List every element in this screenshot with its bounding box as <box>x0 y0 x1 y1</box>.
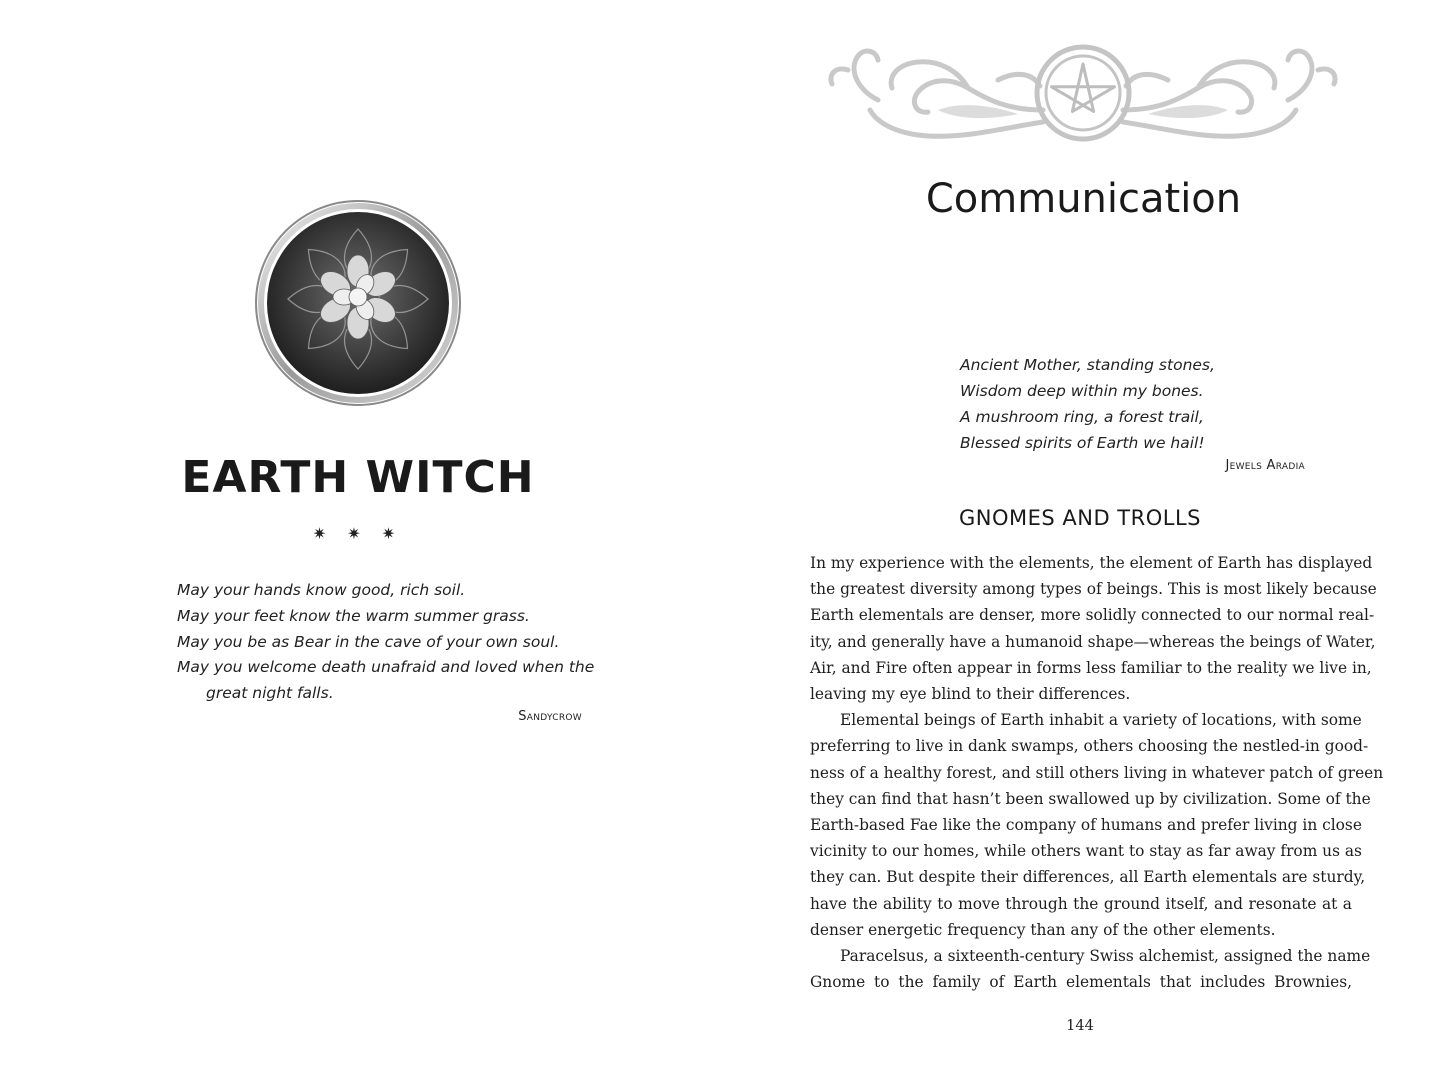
body-line: Earth elementals are denser, more solidly connected to our normal real- <box>810 606 1375 625</box>
body-line: they can find that hasn’t been swallowed up by civilization. Some of the <box>810 789 1371 808</box>
body-line: In my experience with the elements, the element of Earth has displayed <box>810 554 1373 572</box>
succulent-medallion-image <box>254 199 462 407</box>
left-epigraph-author: Sandycrow <box>518 709 582 724</box>
body-line: ness of a healthy forest, and still others living in whatever patch of green <box>810 763 1384 782</box>
right-epigraph-author: Jewels Aradia <box>1225 458 1305 473</box>
body-text <box>810 550 1384 995</box>
left-epigraph <box>177 578 597 707</box>
epigraph-line: A mushroom ring, a forest trail, <box>960 408 1204 426</box>
epigraph-line: May you welcome death unafraid and loved when the <box>177 658 595 677</box>
section-divider-stars: ✷ ✷ ✷ <box>312 524 404 543</box>
left-page <box>0 0 722 1084</box>
body-line: denser energetic frequency than any of the other elements. <box>810 920 1276 939</box>
body-line: Air, and Fire often appear in forms less familiar to the reality we live in, <box>810 658 1372 677</box>
pentacle-ornament-icon <box>818 40 1348 146</box>
body-line: Paracelsus, a sixteenth-century Swiss alchemist, assigned the name <box>840 947 1371 966</box>
epigraph-line: Ancient Mother, standing stones, <box>960 356 1215 374</box>
chapter-title: EARTH WITCH <box>181 452 535 503</box>
epigraph-line: May your hands know good, rich soil. <box>177 581 466 599</box>
body-line: ity, and generally have a humanoid shape—whereas the beings of Water, <box>810 632 1376 651</box>
body-line: have the ability to move through the ground itself, and resonate at a <box>810 894 1352 913</box>
body-line: preferring to live in dank swamps, others choosing the nestled-in good- <box>810 737 1369 756</box>
body-line: Earth-based Fae like the company of humans and prefer living in close <box>810 816 1362 835</box>
epigraph-line: Wisdom deep within my bones. <box>960 382 1204 400</box>
epigraph-line: great night falls. <box>206 684 334 703</box>
subheading: GNOMES AND TROLLS <box>958 506 1201 530</box>
body-line: leaving my eye blind to their differences. <box>810 685 1131 704</box>
epigraph-line: May your feet know the warm summer grass. <box>177 606 530 625</box>
epigraph-line: May you be as Bear in the cave of your own soul. <box>177 632 560 651</box>
body-line: Gnome to the family of Earth elementals that includes Brownies, <box>810 973 1352 992</box>
body-line: Elemental beings of Earth inhabit a variety of locations, with some <box>840 711 1362 730</box>
body-line: the greatest diversity among types of beings. This is most likely because <box>810 580 1377 599</box>
section-title: Communication <box>925 176 1242 222</box>
body-line: vicinity to our homes, while others want to stay as far away from us as <box>810 842 1362 861</box>
right-page <box>722 0 1445 1084</box>
page-number: 144 <box>1066 1018 1094 1034</box>
right-epigraph <box>960 352 1340 456</box>
body-line: they can. But despite their differences, all Earth elementals are sturdy, <box>810 868 1366 887</box>
epigraph-line: Blessed spirits of Earth we hail! <box>960 434 1205 452</box>
